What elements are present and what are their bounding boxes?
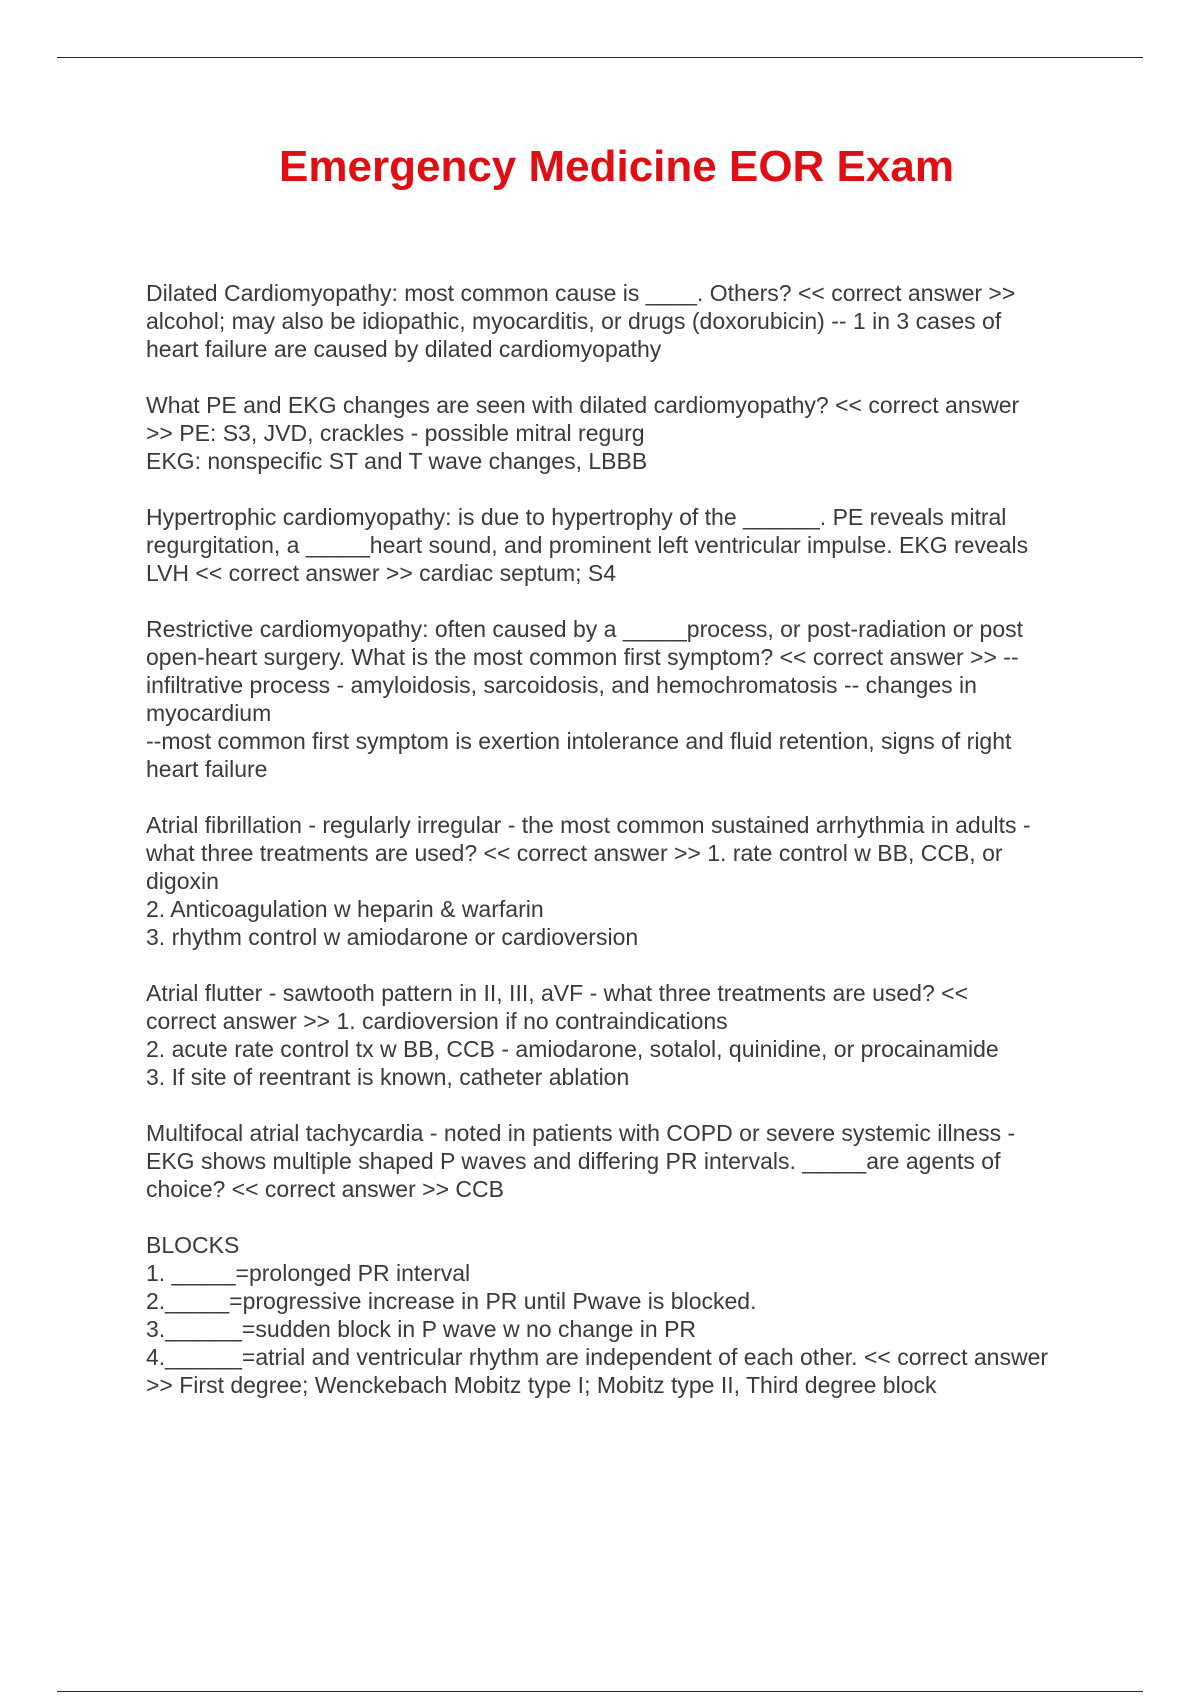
qa-line: 2._____=progressive increase in PR until Pwave is blocked. [146, 1288, 757, 1314]
qa-line: Atrial flutter - sawtooth pattern in II, III, aVF - what three treatments are used? << [146, 980, 969, 1006]
qa-line: myocardium [146, 700, 272, 726]
qa-line: choice? << correct answer >> CCB [146, 1176, 504, 1202]
qa-line: Restrictive cardiomyopathy: often caused by a _____process, or post-radiation or post [146, 616, 1024, 642]
qa-line: regurgitation, a _____heart sound, and prominent left ventricular impulse. EKG reveals [146, 532, 1029, 558]
qa-line: Multifocal atrial tachycardia - noted in patients with COPD or severe systemic illness - [146, 1120, 1016, 1146]
qa-line: alcohol; may also be idiopathic, myocarditis, or drugs (doxorubicin) -- 1 in 3 cases of [146, 308, 1002, 334]
qa-line: 2. Anticoagulation w heparin & warfarin [146, 896, 544, 922]
qa-line: open-heart surgery. What is the most common first symptom? << correct answer >> -- [146, 644, 1019, 670]
footer-rule [57, 1691, 1143, 1692]
qa-line: BLOCKS [146, 1232, 240, 1258]
qa-line: >> PE: S3, JVD, crackles - possible mitral regurg [146, 420, 645, 446]
qa-line: Atrial fibrillation - regularly irregular - the most common sustained arrhythmia in adults - [146, 812, 1031, 838]
header-rule [57, 57, 1143, 58]
qa-line: --most common first symptom is exertion intolerance and fluid retention, signs of right [146, 728, 1012, 754]
qa-line: 3. rhythm control w amiodarone or cardioversion [146, 924, 639, 950]
qa-line: LVH << correct answer >> cardiac septum; S4 [146, 560, 617, 586]
qa-line: 3. If site of reentrant is known, catheter ablation [146, 1064, 630, 1090]
qa-line: What PE and EKG changes are seen with dilated cardiomyopathy? << correct answer [146, 392, 1020, 418]
qa-line: EKG shows multiple shaped P waves and differing PR intervals. _____are agents of [146, 1148, 1001, 1174]
qa-line: what three treatments are used? << correct answer >> 1. rate control w BB, CCB, or [146, 840, 1003, 866]
qa-line: infiltrative process - amyloidosis, sarcoidosis, and hemochromatosis -- changes in [146, 672, 977, 698]
qa-line: 1. _____=prolonged PR interval [146, 1260, 471, 1286]
qa-block [146, 503, 1086, 587]
qa-block [146, 391, 1086, 475]
qa-line: Hypertrophic cardiomyopathy: is due to hypertrophy of the ______. PE reveals mitral [146, 504, 1007, 530]
page-title: Emergency Medicine EOR Exam [279, 142, 954, 191]
qa-line: 4.______=atrial and ventricular rhythm are independent of each other. << correct answer [146, 1344, 1049, 1370]
qa-block [146, 279, 1086, 363]
qa-block [146, 811, 1086, 951]
qa-block [146, 615, 1086, 783]
qa-block [146, 1119, 1086, 1203]
qa-line: heart failure [146, 756, 268, 782]
qa-line: 3.______=sudden block in P wave w no change in PR [146, 1316, 697, 1342]
qa-line: Dilated Cardiomyopathy: most common cause is ____. Others? << correct answer >> [146, 280, 1016, 306]
qa-block [146, 1231, 1086, 1399]
qa-block [146, 979, 1086, 1091]
qa-line: digoxin [146, 868, 219, 894]
qa-line: correct answer >> 1. cardioversion if no contraindications [146, 1008, 728, 1034]
qa-line: EKG: nonspecific ST and T wave changes, LBBB [146, 448, 648, 474]
qa-line: >> First degree; Wenckebach Mobitz type I; Mobitz type II, Third degree block [146, 1372, 937, 1398]
qa-line: heart failure are caused by dilated cardiomyopathy [146, 336, 662, 362]
document-body [146, 279, 1086, 1427]
qa-line: 2. acute rate control tx w BB, CCB - amiodarone, sotalol, quinidine, or procainamide [146, 1036, 999, 1062]
